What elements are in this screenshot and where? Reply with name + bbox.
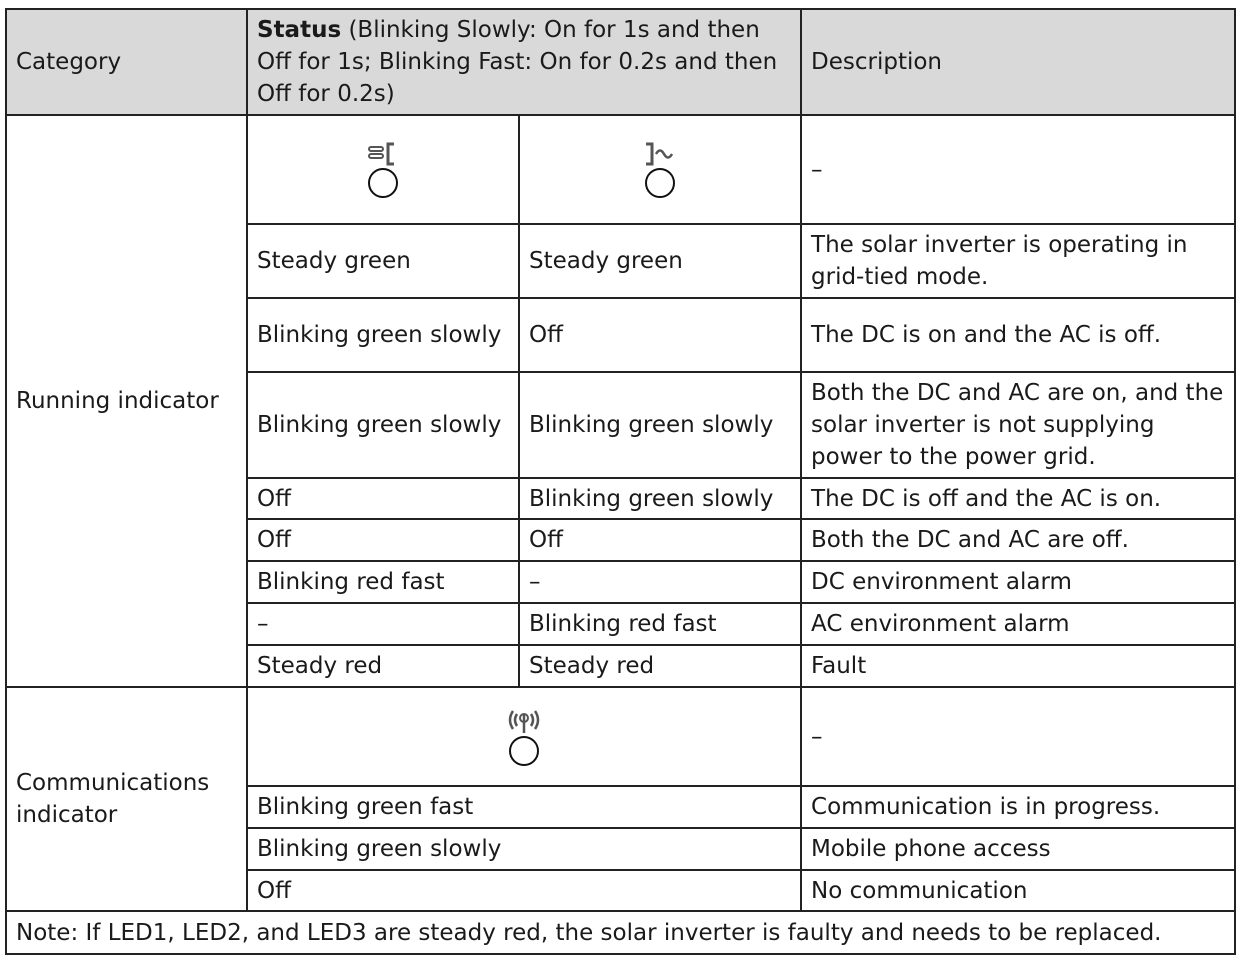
led1-status: – (247, 603, 519, 645)
led3-status: Off (247, 870, 801, 911)
led2-status: Steady red (519, 645, 801, 687)
table-note: Note: If LED1, LED2, and LED3 are steady red, the solar inverter is faulty and needs to be replaced. (6, 911, 1235, 954)
header-row (6, 9, 1235, 115)
status-description: The DC is on and the AC is off. (801, 298, 1235, 372)
led1-status: Blinking red fast (247, 561, 519, 603)
status-description: Communication is in progress. (801, 786, 1235, 828)
status-description: The DC is off and the AC is on. (801, 478, 1235, 519)
status-description: No communication (801, 870, 1235, 911)
led-indicator-table (5, 8, 1236, 955)
led3-icon-cell (247, 687, 801, 786)
led3-status: Blinking green fast (247, 786, 801, 828)
led1-status: Off (247, 519, 519, 561)
led1-status: Blinking green slowly (247, 372, 519, 478)
status-description: The solar inverter is operating in grid-tied mode. (801, 224, 1235, 298)
category-communications: Communications indicator (6, 687, 247, 911)
running-icon-row (6, 115, 1235, 224)
led2-status: Blinking green slowly (519, 372, 801, 478)
status-description: Both the DC and AC are off. (801, 519, 1235, 561)
led2-icon-cell (519, 115, 801, 224)
led1-status: Off (247, 478, 519, 519)
led3-circle-icon (509, 736, 539, 766)
comms-icon-row (6, 687, 1235, 786)
header-status (247, 9, 801, 115)
icon-row-description: – (801, 115, 1235, 224)
led1-status: Steady red (247, 645, 519, 687)
led2-circle-icon (645, 168, 675, 198)
header-description: Description (801, 9, 1235, 115)
header-category: Category (6, 9, 247, 115)
ac-output-icon (643, 142, 677, 166)
led2-status: Off (519, 519, 801, 561)
led1-status: Blinking green slowly (247, 298, 519, 372)
status-description: Both the DC and AC are on, and the solar inverter is not supplying power to the power grid. (801, 372, 1235, 478)
dc-input-icon (367, 142, 399, 166)
status-description: DC environment alarm (801, 561, 1235, 603)
led2-status: Off (519, 298, 801, 372)
header-status-note: (Blinking Slowly: On for 1s and then Off for 1s; Blinking Fast: On for 0.2s and then Off for 0.2s) (257, 17, 778, 107)
led2-status: – (519, 561, 801, 603)
status-description: AC environment alarm (801, 603, 1235, 645)
antenna-signal-icon (506, 708, 542, 734)
led2-status: Blinking green slowly (519, 478, 801, 519)
note-row (6, 911, 1235, 954)
header-status-label: Status (257, 17, 342, 43)
led1-status: Steady green (247, 224, 519, 298)
icon-row-description: – (801, 687, 1235, 786)
led2-status: Blinking red fast (519, 603, 801, 645)
led1-icon-cell (247, 115, 519, 224)
led1-circle-icon (368, 168, 398, 198)
category-running: Running indicator (6, 115, 247, 687)
led2-status: Steady green (519, 224, 801, 298)
led3-status: Blinking green slowly (247, 828, 801, 870)
status-description: Mobile phone access (801, 828, 1235, 870)
status-description: Fault (801, 645, 1235, 687)
